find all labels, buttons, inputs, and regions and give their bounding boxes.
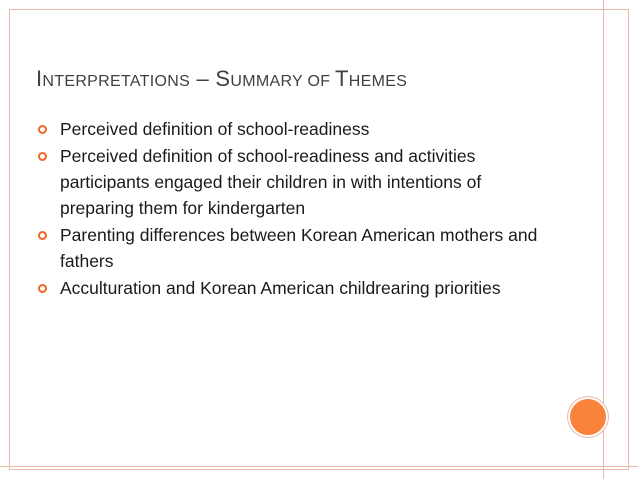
title-rest-2: UMMARY OF <box>230 73 336 90</box>
bullet-item <box>36 222 556 274</box>
title-cap-1: I <box>36 66 43 91</box>
slide-title <box>36 66 576 92</box>
title-cap-3: T <box>335 66 349 91</box>
bullet-item <box>36 275 556 301</box>
accent-circle-icon <box>568 397 608 437</box>
title-rest-1: NTERPRETATIONS <box>42 73 191 90</box>
title-rest-3: HEMES <box>348 73 408 90</box>
ring-bullet-icon <box>38 231 47 240</box>
bullet-text: Perceived definition of school-readiness <box>60 119 370 139</box>
bullet-item <box>36 116 556 142</box>
ring-bullet-icon <box>38 284 47 293</box>
ring-bullet-icon <box>38 152 47 161</box>
ring-bullet-icon <box>38 125 47 134</box>
bullet-text: Parenting differences between Korean American mothers and fathers <box>60 225 538 271</box>
bullet-list <box>36 116 556 302</box>
bullet-item <box>36 143 556 221</box>
bullet-text: Acculturation and Korean American childrearing priorities <box>60 278 501 298</box>
bullet-text: Perceived definition of school-readiness and activities participants engaged their children in with intentions of preparing them for kindergarten <box>60 146 482 218</box>
title-dash: – <box>190 66 216 91</box>
frame-horizontal-line <box>0 466 638 467</box>
title-cap-2: S <box>215 66 231 91</box>
